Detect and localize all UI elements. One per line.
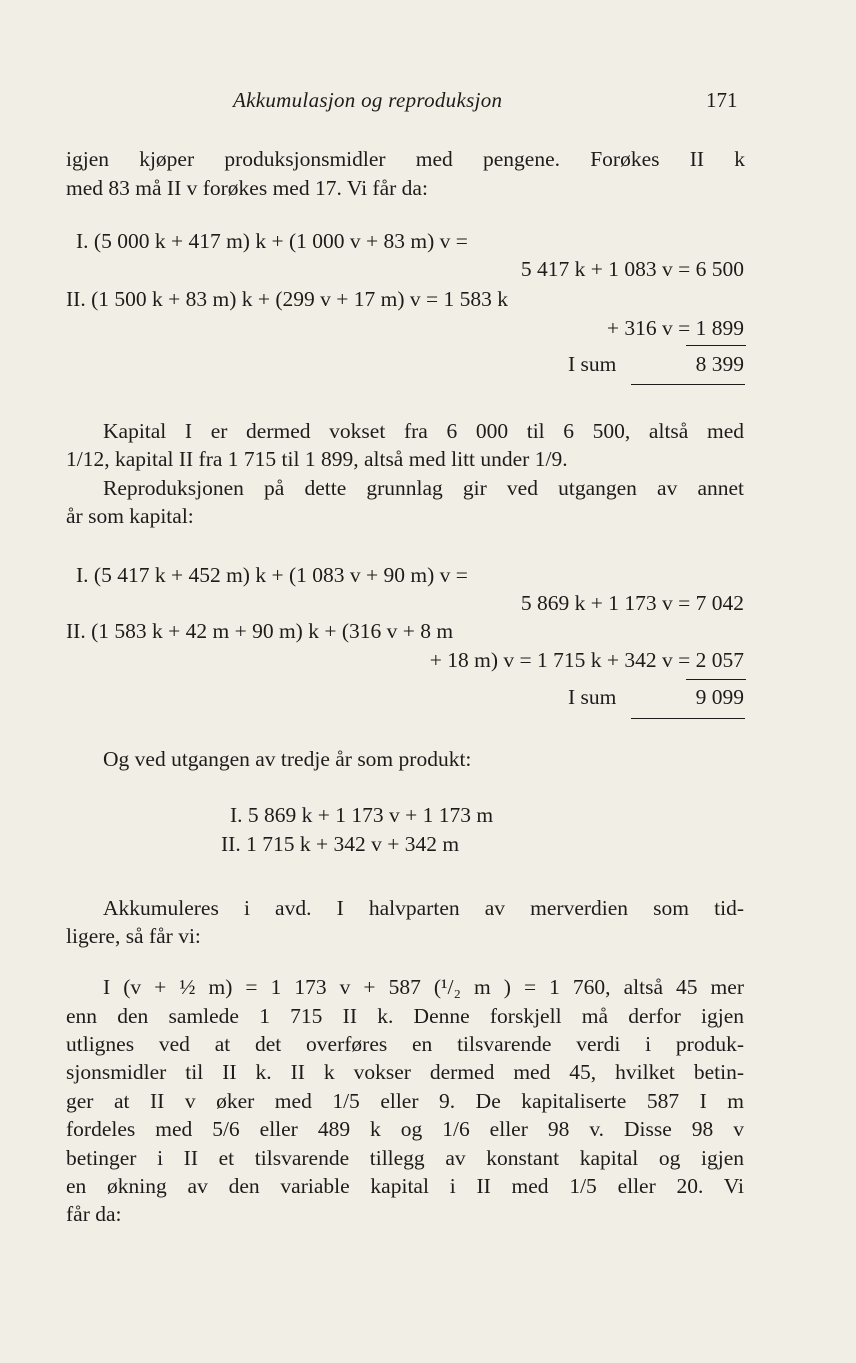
equation-line: II. (1 583 k + 42 m + 90 m) k + (316 v + 8 m — [66, 619, 454, 643]
product-line: I. 5 869 k + 1 173 v + 1 173 m — [230, 803, 494, 827]
paragraph-line: enn den samlede 1 715 II k. Denne forskjell må derfor igjen — [66, 1004, 744, 1028]
equation-line: I. (5 000 k + 417 m) k + (1 000 v + 83 m) v = — [76, 229, 468, 253]
equation-line: 5 417 k + 1 083 v = 6 500 — [520, 257, 744, 281]
page-number: 171 — [706, 88, 738, 112]
paragraph-line: fordeles med 5/6 eller 489 k og 1/6 eller 98 v. Disse 98 v — [66, 1117, 744, 1141]
product-line: II. 1 715 k + 342 v + 342 m — [221, 832, 460, 856]
paragraph-line: ger at II v øker med 1/5 eller 9. De kapitaliserte 587 I m — [66, 1089, 744, 1113]
paragraph-line: Kapital I er dermed vokset fra 6 000 til 6 500, altså med — [103, 419, 744, 443]
paragraph-line: 1/12, kapital II fra 1 715 til 1 899, altså med litt under 1/9. — [66, 447, 568, 471]
sum-label: I sum — [568, 352, 617, 376]
paragraph-line: får da: — [66, 1202, 122, 1226]
paragraph-line: igjen kjøper produksjonsmidler med pengene. Forøkes II k — [66, 147, 745, 171]
paragraph-line: Akkumuleres i avd. I halvparten av merverdien som tid- — [103, 896, 744, 920]
equation-line: 5 869 k + 1 173 v = 7 042 — [520, 591, 744, 615]
paragraph-line: en økning av den variable kapital i II med 1/5 eller 20. Vi — [66, 1174, 744, 1198]
equation-line: II. (1 500 k + 83 m) k + (299 v + 17 m) v = 1 583 k — [66, 287, 509, 311]
equation-line: + 316 v = 1 899 — [606, 316, 744, 340]
paragraph-line: I (v + ½ m) = 1 173 v + 587 (¹/₂ m ) = 1 760, altså 45 mer — [103, 975, 744, 999]
paragraph-line: Og ved utgangen av tredje år som produkt: — [103, 747, 472, 771]
paragraph-line: med 83 må II v forøkes med 17. Vi får da: — [66, 176, 428, 200]
equation-line: I. (5 417 k + 452 m) k + (1 083 v + 90 m) v = — [76, 563, 468, 587]
paragraph-line: sjonsmidler til II k. II k vokser dermed med 45, hvilket betin- — [66, 1060, 744, 1084]
paragraph-line: Reproduksjonen på dette grunnlag gir ved utgangen av annet — [103, 476, 744, 500]
sum-rule-top — [686, 345, 746, 346]
sum-value: 9 099 — [695, 685, 744, 709]
paragraph-line: betinger i II et tilsvarende tillegg av konstant kapital og igjen — [66, 1146, 744, 1170]
sum-rule-top — [686, 679, 746, 680]
sum-label: I sum — [568, 685, 617, 709]
paragraph-line: utlignes ved at det overføres en tilsvarende verdi i produk- — [66, 1032, 744, 1056]
sum-rule-bottom — [631, 384, 745, 385]
paragraph-line: ligere, så får vi: — [66, 924, 201, 948]
equation-line: + 18 m) v = 1 715 k + 342 v = 2 057 — [429, 648, 744, 672]
running-header-title: Akkumulasjon og reproduksjon — [233, 88, 503, 112]
paragraph-line: år som kapital: — [66, 504, 194, 528]
sum-rule-bottom — [631, 718, 745, 719]
sum-value: 8 399 — [695, 352, 744, 376]
